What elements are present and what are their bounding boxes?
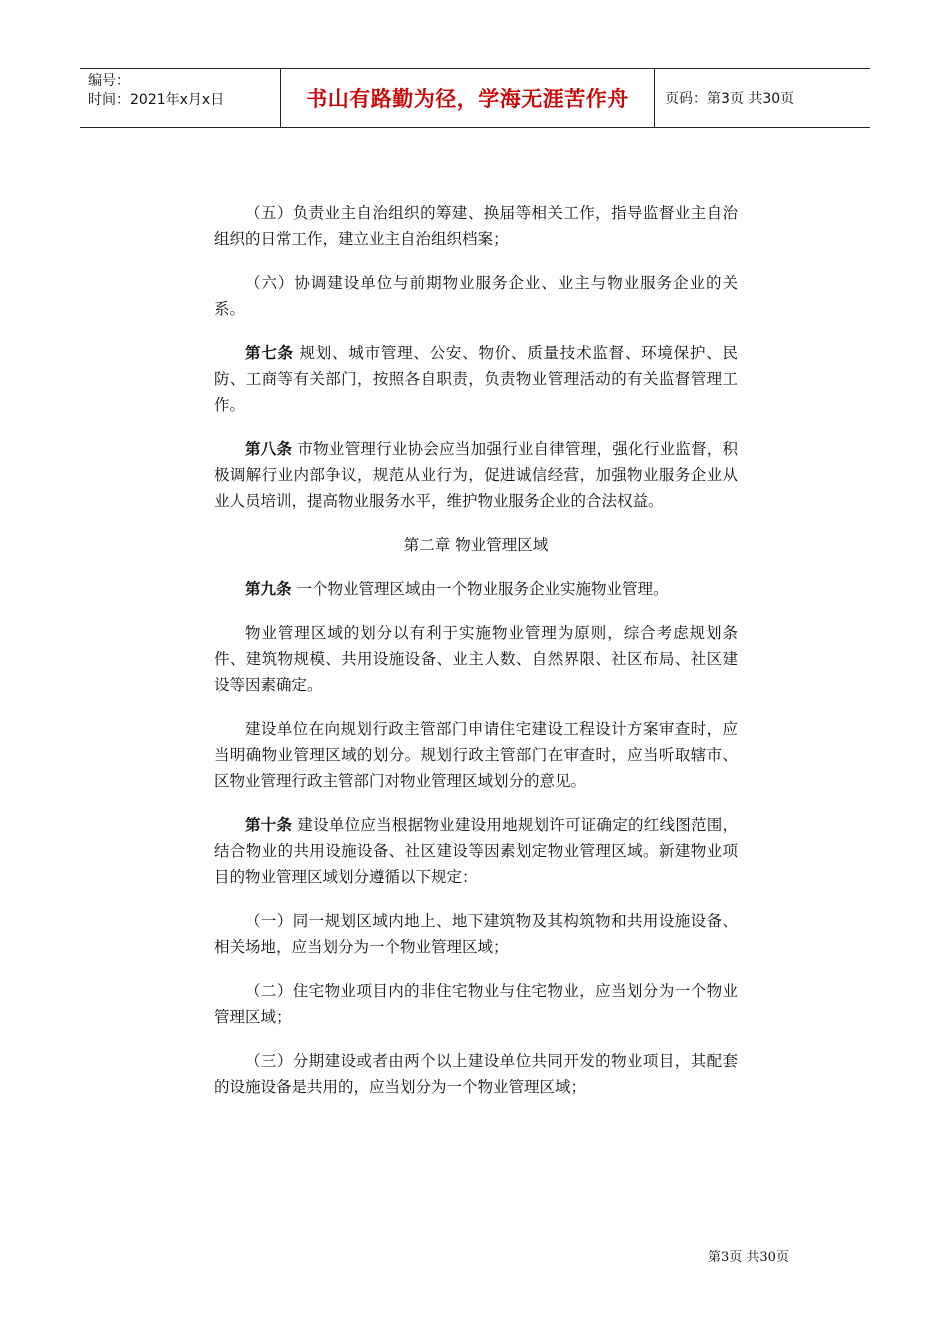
article-heading: 第九条	[245, 579, 292, 598]
article-paragraph	[214, 812, 738, 890]
paragraph: （一）同一规划区域内地上、地下建筑物及其构筑物和共用设施设备、相关场地，应当划分为一个物业管理区域；	[214, 912, 738, 956]
paragraph: （六）协调建设单位与前期物业服务企业、业主与物业服务企业的关系。	[214, 274, 738, 318]
page-header	[80, 68, 870, 128]
article-paragraph	[214, 340, 738, 418]
header-motto: 书山有路勤为径，学海无涯苦作舟	[281, 69, 655, 127]
article-text: 建设单位应当根据物业建设用地规划许可证确定的红线图范围，结合物业的共用设施设备、社区建设等因素划定物业管理区域。新建物业项目的物业管理区域划分遵循以下规定：	[214, 816, 738, 886]
paragraph: 建设单位在向规划行政主管部门申请住宅建设工程设计方案审查时，应当明确物业管理区域的划分。规划行政主管部门在审查时，应当听取辖市、区物业管理行政主管部门对物业管理区域划分的意见。	[214, 720, 738, 790]
header-page-info: 页码：第3页 共30页	[665, 91, 795, 107]
page-footer: 第3页 共30页	[708, 1250, 789, 1265]
article-heading: 第七条	[245, 343, 294, 362]
paragraph: 物业管理区域的划分以有利于实施物业管理为原则，综合考虑规划条件、建筑物规模、共用设施设备、业主人数、自然界限、社区布局、社区建设等因素确定。	[214, 624, 738, 694]
paragraph: （二）住宅物业项目内的非住宅物业与住宅物业，应当划分为一个物业管理区域；	[214, 982, 738, 1026]
number-label: 编号：	[88, 73, 130, 89]
article-heading: 第十条	[245, 815, 293, 834]
document-body	[214, 200, 738, 1118]
article-paragraph	[214, 576, 738, 602]
article-heading: 第八条	[245, 439, 293, 458]
paragraph: （三）分期建设或者由两个以上建设单位共同开发的物业项目，其配套的设施设备是共用的，应当划分为一个物业管理区域；	[214, 1052, 738, 1096]
article-text: 一个物业管理区域由一个物业服务企业实施物业管理。	[291, 580, 669, 598]
article-text: 规划、城市管理、公安、物价、质量技术监督、环境保护、民防、工商等有关部门，按照各自职责，负责物业管理活动的有关监督管理工作。	[214, 344, 738, 414]
paragraph: （五）负责业主自治组织的筹建、换届等相关工作，指导监督业主自治组织的日常工作，建立业主自治组织档案；	[214, 204, 738, 248]
time-label: 时间：2021年x月x日	[88, 92, 225, 108]
article-paragraph	[214, 436, 738, 514]
header-meta	[80, 69, 281, 127]
chapter-title: 第二章 物业管理区域	[403, 536, 549, 554]
article-text: 市物业管理行业协会应当加强行业自律管理，强化行业监督，积极调解行业内部争议，规范从业行为，促进诚信经营，加强物业服务企业从业人员培训，提高物业服务水平，维护物业服务企业的合法权益。	[214, 440, 738, 510]
